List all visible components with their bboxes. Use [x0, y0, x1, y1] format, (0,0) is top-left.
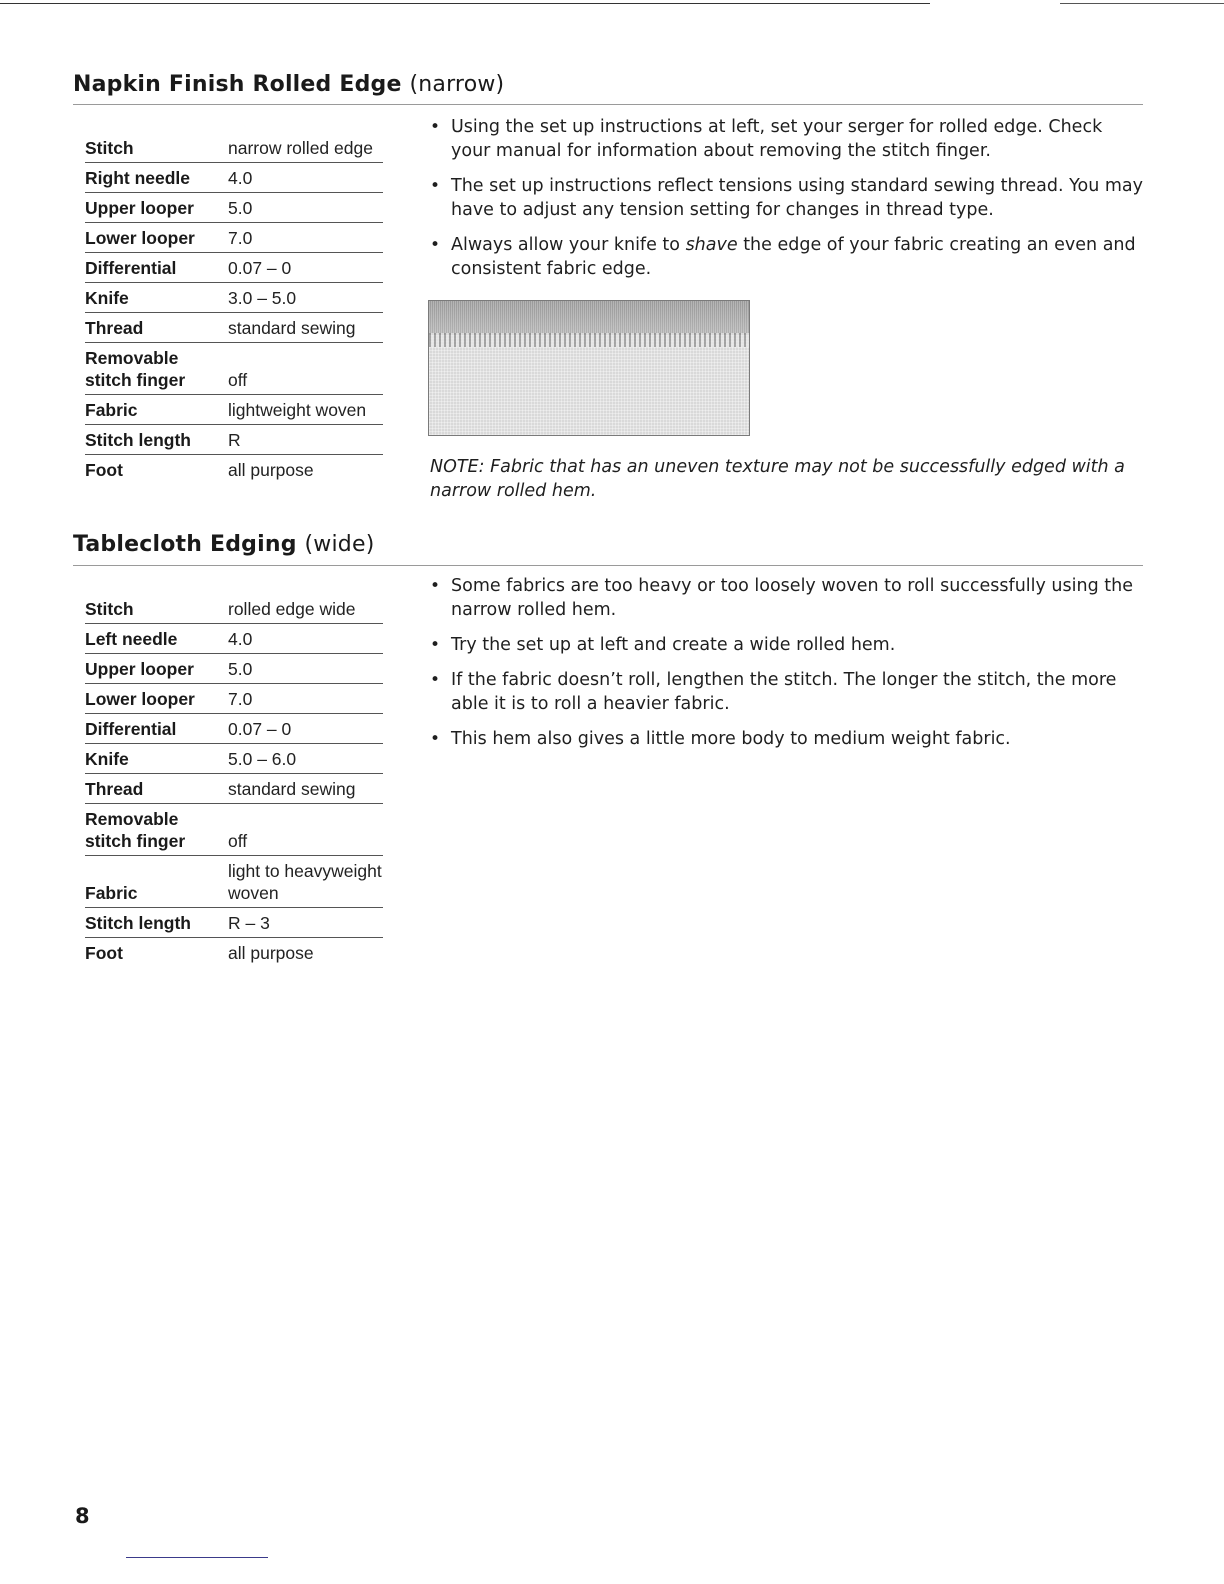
list-item — [430, 727, 1145, 751]
rolled-edge-fabric-photo — [428, 300, 750, 436]
setting-value: off — [228, 370, 248, 390]
list-item — [430, 633, 1145, 657]
bullet-text: This hem also gives a little more body to medium weight fabric. — [451, 729, 1011, 749]
settings-row — [85, 193, 383, 223]
setting-label: Lower looper — [85, 228, 195, 248]
settings-row — [85, 908, 383, 938]
setting-label: Removable stitch finger — [85, 809, 186, 851]
heading-rule — [73, 565, 1143, 566]
section-title: Napkin Finish Rolled Edge — [73, 72, 402, 97]
settings-row — [85, 804, 383, 856]
heading-rule — [73, 104, 1143, 105]
setting-value: 7.0 — [228, 689, 253, 709]
list-item — [430, 574, 1145, 622]
bullet-text: The set up instructions reflect tensions using standard sewing thread. You may have to adjust any tension setting for changes in thread type. — [451, 176, 1143, 220]
setting-value: 7.0 — [228, 228, 253, 248]
section-qualifier: (wide) — [304, 532, 375, 557]
scan-top-rule — [0, 3, 930, 4]
setting-value: 3.0 – 5.0 — [228, 288, 297, 308]
section-heading-napkin — [73, 72, 504, 97]
section-qualifier: (narrow) — [409, 72, 505, 97]
section-heading-tablecloth — [73, 532, 374, 557]
setting-label: Stitch length — [85, 430, 191, 450]
settings-row — [85, 744, 383, 774]
setting-value: 5.0 – 6.0 — [228, 749, 297, 769]
setting-value: off — [228, 831, 248, 851]
page-number: 8 — [75, 1504, 90, 1528]
settings-row — [85, 684, 383, 714]
setting-label: Fabric — [85, 883, 138, 903]
setting-value: lightweight woven — [228, 400, 367, 420]
setting-value: 5.0 — [228, 198, 253, 218]
settings-row — [85, 395, 383, 425]
bullet-text: Try the set up at left and create a wide rolled hem. — [451, 635, 896, 655]
settings-row — [85, 133, 383, 163]
instruction-list-tablecloth — [430, 574, 1145, 762]
scan-top-rule-right — [1060, 3, 1224, 4]
setting-label: Stitch — [85, 599, 134, 619]
settings-row — [85, 594, 383, 624]
setting-label: Stitch — [85, 138, 134, 158]
settings-row — [85, 425, 383, 455]
settings-row — [85, 313, 383, 343]
settings-row — [85, 455, 383, 484]
setting-value: R – 3 — [228, 913, 270, 933]
setting-label: Thread — [85, 318, 144, 338]
setting-value: 5.0 — [228, 659, 253, 679]
settings-table-tablecloth — [85, 594, 383, 967]
list-item — [430, 668, 1145, 716]
settings-row — [85, 856, 383, 908]
setting-value: 0.07 – 0 — [228, 719, 292, 739]
setting-value: all purpose — [228, 460, 314, 480]
bullet-text: Always allow your knife to — [451, 235, 686, 255]
setting-label: Removable stitch finger — [85, 348, 186, 390]
settings-row — [85, 714, 383, 744]
settings-row — [85, 938, 383, 967]
list-item — [430, 174, 1145, 222]
photo-stitched-edge — [429, 333, 749, 347]
setting-label: Upper looper — [85, 198, 194, 218]
section-title: Tablecloth Edging — [73, 532, 297, 557]
setting-label: Fabric — [85, 400, 138, 420]
settings-row — [85, 163, 383, 193]
setting-value: rolled edge wide — [228, 599, 356, 619]
settings-table-napkin — [85, 133, 383, 484]
setting-label: Knife — [85, 288, 129, 308]
fabric-note: NOTE: Fabric that has an uneven texture may not be successfully edged with a narrow rolled hem. — [430, 457, 1125, 501]
settings-row — [85, 283, 383, 313]
setting-label: Right needle — [85, 168, 191, 188]
settings-row — [85, 774, 383, 804]
setting-value: 0.07 – 0 — [228, 258, 292, 278]
setting-label: Lower looper — [85, 689, 195, 709]
settings-row — [85, 343, 383, 395]
settings-row — [85, 654, 383, 684]
setting-value: narrow rolled edge — [228, 138, 373, 158]
photo-fabric-fold — [429, 301, 749, 335]
setting-label: Knife — [85, 749, 129, 769]
settings-row — [85, 624, 383, 654]
setting-value: all purpose — [228, 943, 314, 963]
setting-value: light to heavyweight woven — [228, 861, 382, 903]
bullet-emphasis: shave — [685, 235, 738, 255]
setting-label: Left needle — [85, 629, 178, 649]
setting-value: standard sewing — [228, 318, 356, 338]
bullet-text: Using the set up instructions at left, set your serger for rolled edge. Check your manual for information about removing the stitch finger. — [451, 117, 1103, 161]
setting-value: R — [228, 430, 241, 450]
setting-label: Differential — [85, 719, 177, 739]
setting-label: Upper looper — [85, 659, 194, 679]
setting-value: 4.0 — [228, 629, 253, 649]
setting-label: Differential — [85, 258, 177, 278]
bullet-text: the edge of your fabric creating an even and consistent fabric edge. — [451, 235, 1136, 279]
bullet-text: Some fabrics are too heavy or too loosely woven to roll successfully using the narrow rolled hem. — [451, 576, 1133, 620]
setting-value: 4.0 — [228, 168, 253, 188]
list-item — [430, 233, 1145, 281]
setting-label: Foot — [85, 460, 123, 480]
settings-row — [85, 253, 383, 283]
setting-label: Thread — [85, 779, 144, 799]
bullet-text: If the fabric doesn’t roll, lengthen the stitch. The longer the stitch, the more able it is to roll a heavier fabric. — [451, 670, 1117, 714]
scan-bottom-rule — [126, 1557, 268, 1558]
settings-row — [85, 223, 383, 253]
setting-label: Foot — [85, 943, 123, 963]
instruction-list-napkin — [430, 115, 1145, 292]
setting-label: Stitch length — [85, 913, 191, 933]
setting-value: standard sewing — [228, 779, 356, 799]
list-item — [430, 115, 1145, 163]
